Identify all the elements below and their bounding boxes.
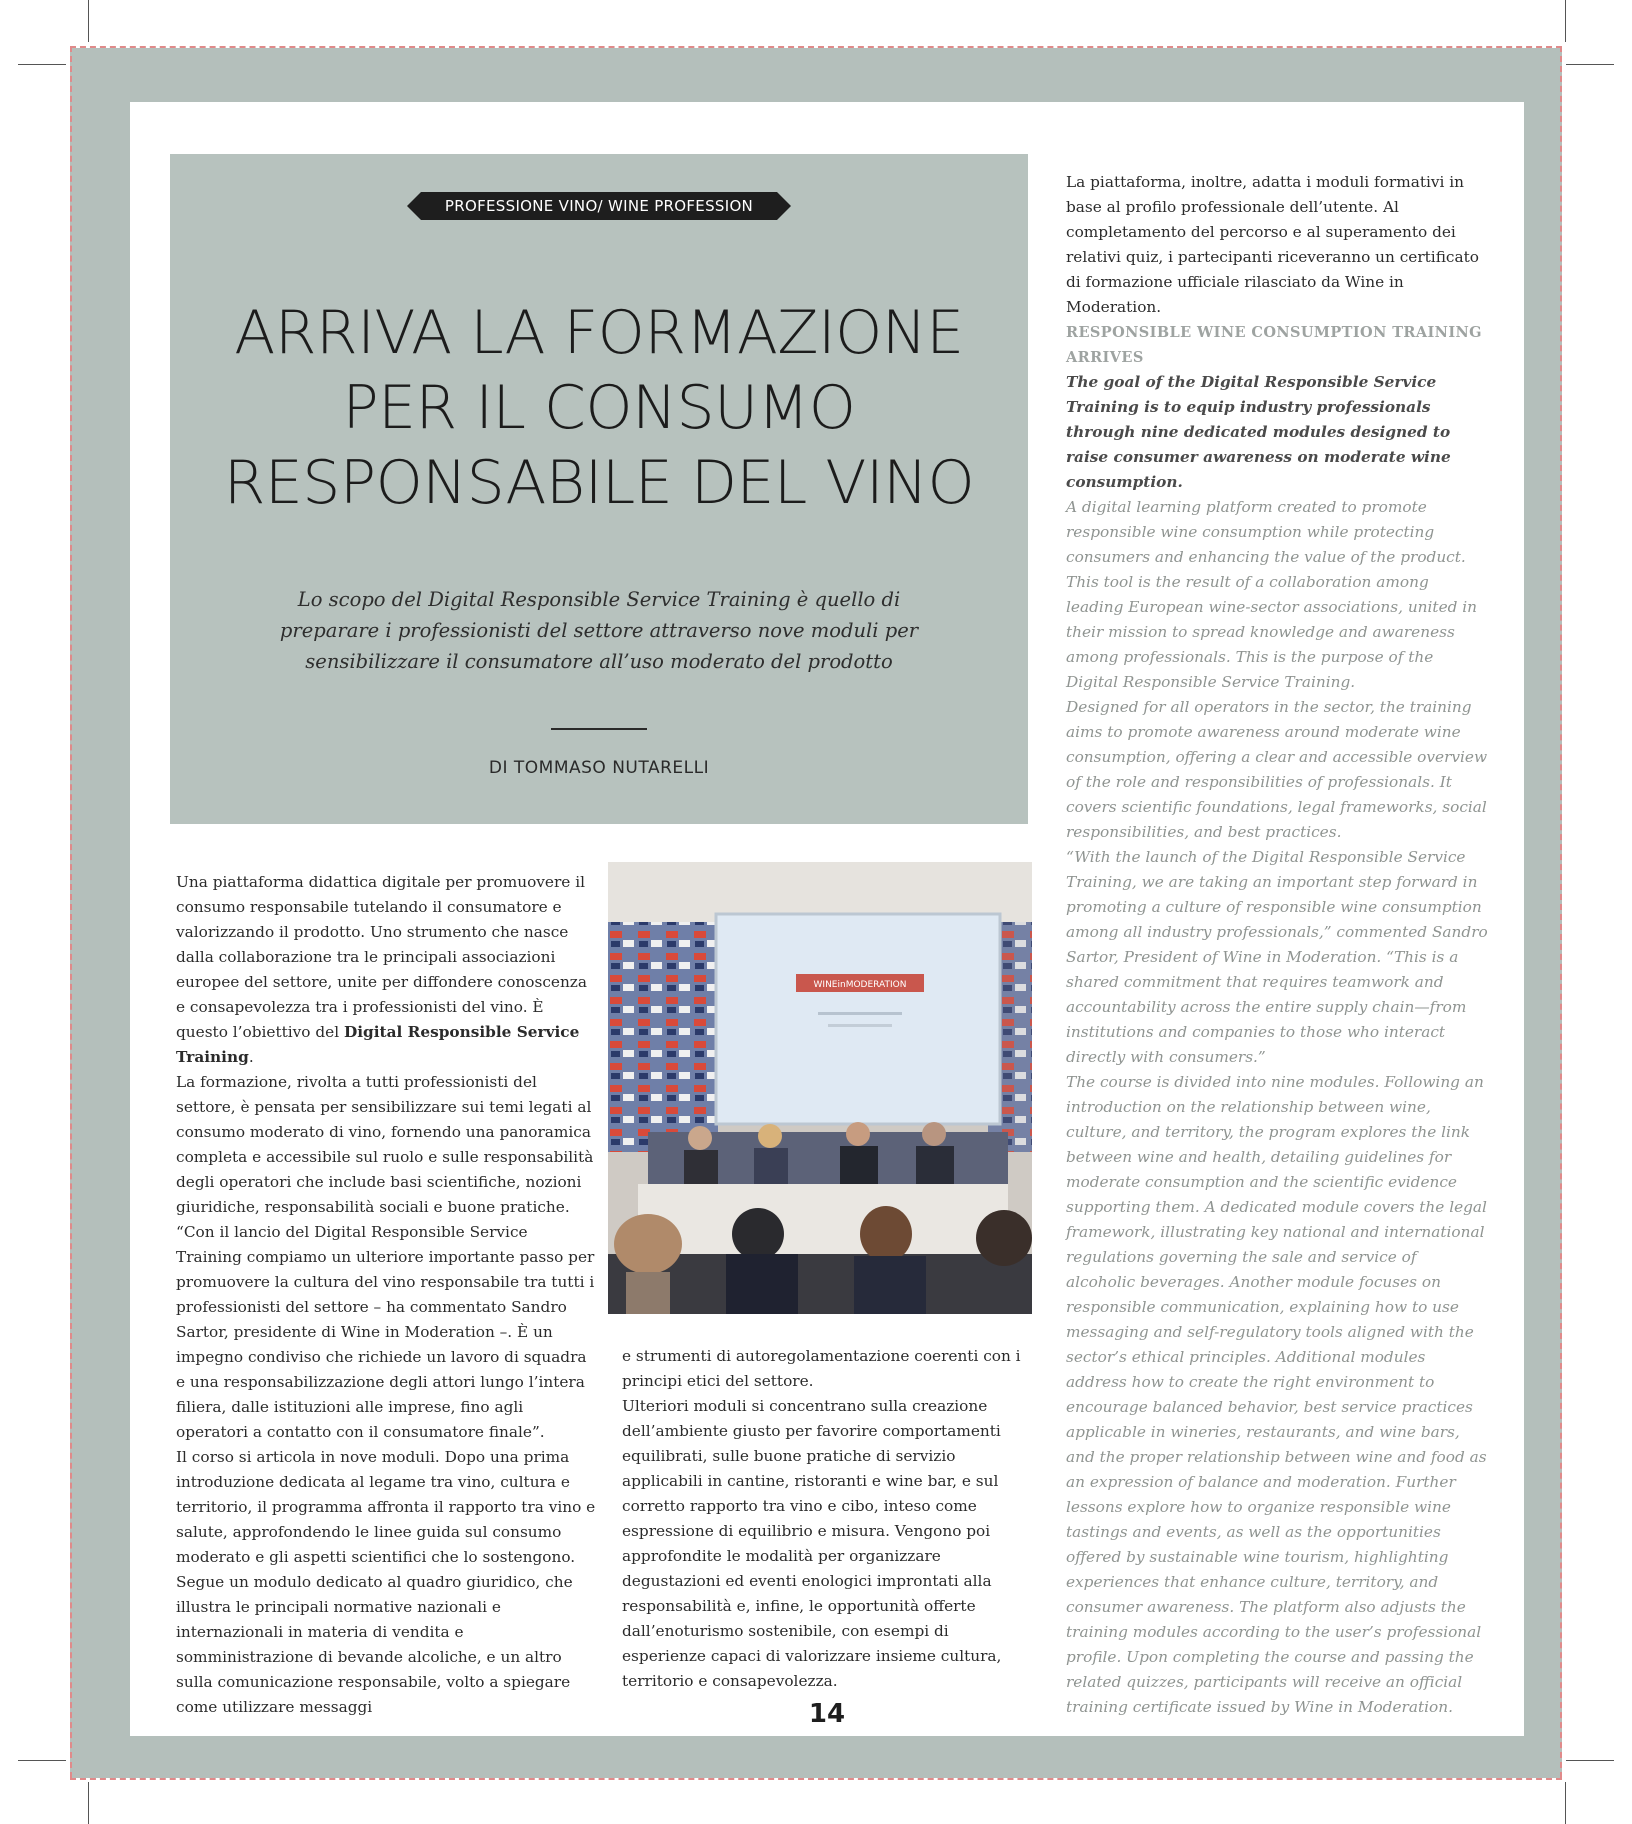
paragraph-text: Una piattaforma didattica digitale per promuovere il consumo responsabile tutelando il consumatore e valorizzando il prodotto. Uno strumento che nasce dalla collaborazione tra le principali associazioni europee del settore, unite per diffondere conoscenza e consapevolezza tra i professionisti del vino. È questo l’obiettivo del bbox=[176, 873, 587, 1041]
paragraph: Ulteriori moduli si concentrano sulla creazione dell’ambiente giusto per favorire comportamenti equilibrati, sulle buone pratiche di servizio applicabili in cantine, ristoranti e wine bar, e sul corretto rapporto tra vino e cibo, inteso come espressione di equilibrio e misura. Vengono poi approfondite le modalità per organizzare degustazioni ed eventi enologici improntati alla responsabilità e, infine, le opportunità offerte dall’enoturismo sostenibile, con esempi di esperienze capaci di valorizzare insieme cultura, territorio e consapevolezza. bbox=[622, 1397, 1002, 1690]
body-column-3 bbox=[1066, 170, 1490, 320]
bleed-line-top bbox=[70, 46, 1562, 48]
headline-line-1: ARRIVA LA FORMAZIONE bbox=[234, 298, 964, 368]
paragraph: e strumenti di autoregolamentazione coerenti con i principi etici del settore. bbox=[622, 1347, 1021, 1390]
divider-rule bbox=[551, 728, 647, 730]
headline bbox=[180, 296, 1018, 521]
paragraph: La piattaforma, inoltre, adatta i moduli formativi in base al profilo professionale dell’utente. Al completamento del percorso e al superamento dei relativi quiz, i partecipanti riceveranno un certificato di formazione ufficiale rilasciato da Wine in Moderation. bbox=[1066, 173, 1479, 316]
paragraph: La formazione, rivolta a tutti professionisti del settore, è pensata per sensibilizzare sui temi legati al consumo moderato di vino, fornendo una panoramica completa e accessibile sul ruolo e sulle responsabilità degli operatori che include basi scientifiche, nozioni giuridiche, responsabilità sociali e buone pratiche. bbox=[176, 1073, 594, 1216]
bleed-line-right bbox=[1560, 46, 1562, 1778]
crop-mark bbox=[18, 64, 66, 65]
english-paragraph: A digital learning platform created to promote responsible wine consumption while protecting consumers and enhancing the value of the product. This tool is the result of a collaboration among leading European wine-sector associations, united in their mission to spread knowledge and awareness among professionals. This is the purpose of the Digital Responsible Service Training. bbox=[1066, 498, 1478, 691]
paragraph: “Con il lancio del Digital Responsible Service Training compiamo un ulteriore importante passo per promuovere la cultura del vino responsabile tra tutti i professionisti del settore – ha commentato Sandro Sartor, presidente di Wine in Moderation –. È un impegno condiviso che richiede un lavoro di squadra e una responsabilizzazione degli attori lungo l’intera filiera, dalle istituzioni alle imprese, fino agli operatori a contatto con il consumatore finale”. bbox=[176, 1223, 595, 1441]
headline-line-3: RESPONSABILE DEL VINO bbox=[223, 448, 975, 518]
product-name-bold: Digital Responsible Service Training bbox=[176, 1023, 580, 1066]
screen-logo-text: WINEinMODERATION bbox=[813, 980, 907, 990]
category-tag: PROFESSIONE VINO/ WINE PROFESSION bbox=[421, 192, 777, 220]
english-heading: RESPONSIBLE WINE CONSUMPTION TRAINING ARRIVES bbox=[1066, 324, 1482, 366]
english-paragraph: “With the launch of the Digital Responsible Service Training, we are taking an important step forward in promoting a culture of responsible wine consumption among all industry professionals,” commented Sandro Sartor, President of Wine in Moderation. “This is a shared commitment that requires teamwork and accountability across the entire supply chain—from institutions and companies to those who interact directly with consumers.” bbox=[1066, 848, 1488, 1066]
bleed-line-bottom bbox=[70, 1778, 1562, 1780]
headline-line-2: PER IL CONSUMO bbox=[342, 373, 856, 443]
byline: DI TOMMASO NUTARELLI bbox=[488, 758, 710, 778]
english-paragraph: The course is divided into nine modules. Following an introduction on the relationship between wine, culture, and territory, the program explores the link between wine and health, detailing guidelines for moderate consumption and the scientific evidence supporting them. A dedicated module covers the legal framework, illustrating key national and international regulations governing the sale and service of alcoholic beverages. Another module focuses on responsible communication, explaining how to use messaging and self-regulatory tools aligned with the sector’s ethical principles. Additional modules address how to create the right environment to encourage balanced behavior, best service practices applicable in wineries, restaurants, and wine bars, and the proper relationship between wine and food as an expression of balance and moderation. Further lessons explore how to organize responsible wine tastings and events, as well as the opportunities offered by sustainable wine tourism, highlighting experiences that enhance culture, territory, and consumer awareness. The platform also adjusts the training modules according to the user’s professional profile. Upon completing the course and passing the related quizzes, participants will receive an official training certificate issued by Wine in Moderation. bbox=[1066, 1073, 1487, 1716]
article-header bbox=[170, 154, 1028, 824]
english-summary bbox=[1066, 320, 1490, 1720]
body-column-2 bbox=[622, 1344, 1036, 1694]
crop-mark bbox=[88, 0, 89, 42]
bleed-line-left bbox=[70, 46, 72, 1778]
crop-mark bbox=[18, 1760, 66, 1761]
crop-mark bbox=[1566, 64, 1614, 65]
body-column-1 bbox=[176, 870, 596, 1720]
conference-photo bbox=[608, 862, 1032, 1314]
paragraph: Il corso si articola in nove moduli. Dopo una prima introduzione dedicata al legame tra vino, cultura e territorio, il programma affronta il rapporto tra vino e salute, approfondendo le linee guida sul consumo moderato e gli aspetti scientifici che lo sostengono. Segue un modulo dedicato al quadro giuridico, che illustra le principali normative nazionali e internazionali in materia di vendita e somministrazione di bevande alcoliche, e un altro sulla comunicazione responsabile, volto a spiegare come utilizzare messaggi bbox=[176, 1448, 596, 1716]
magazine-page bbox=[130, 102, 1524, 1736]
crop-mark bbox=[1565, 0, 1566, 42]
crop-mark bbox=[1566, 1760, 1614, 1761]
deck-subtitle: Lo scopo del Digital Responsible Service Training è quello di preparare i professionisti del settore attraverso nove moduli per sensibilizzare il consumatore all’uso moderato del prodotto bbox=[279, 588, 919, 673]
category-tag-wrap bbox=[170, 192, 1028, 220]
paragraph bbox=[176, 870, 596, 1070]
english-paragraph: Designed for all operators in the sector, the training aims to promote awareness around moderate wine consumption, offering a clear and accessible overview of the role and responsibilities of professionals. It covers scientific foundations, legal frameworks, social responsibilities, and best practices. bbox=[1066, 698, 1488, 841]
english-lead: The goal of the Digital Responsible Service Training is to equip industry professionals through nine dedicated modules designed to raise consumer awareness on moderate wine consumption. bbox=[1066, 373, 1451, 491]
page-number: 14 bbox=[808, 1699, 846, 1729]
paragraph-text: . bbox=[248, 1048, 254, 1066]
conference-photo-illustration bbox=[608, 862, 1032, 1314]
crop-mark bbox=[88, 1782, 89, 1824]
crop-mark bbox=[1565, 1782, 1566, 1824]
